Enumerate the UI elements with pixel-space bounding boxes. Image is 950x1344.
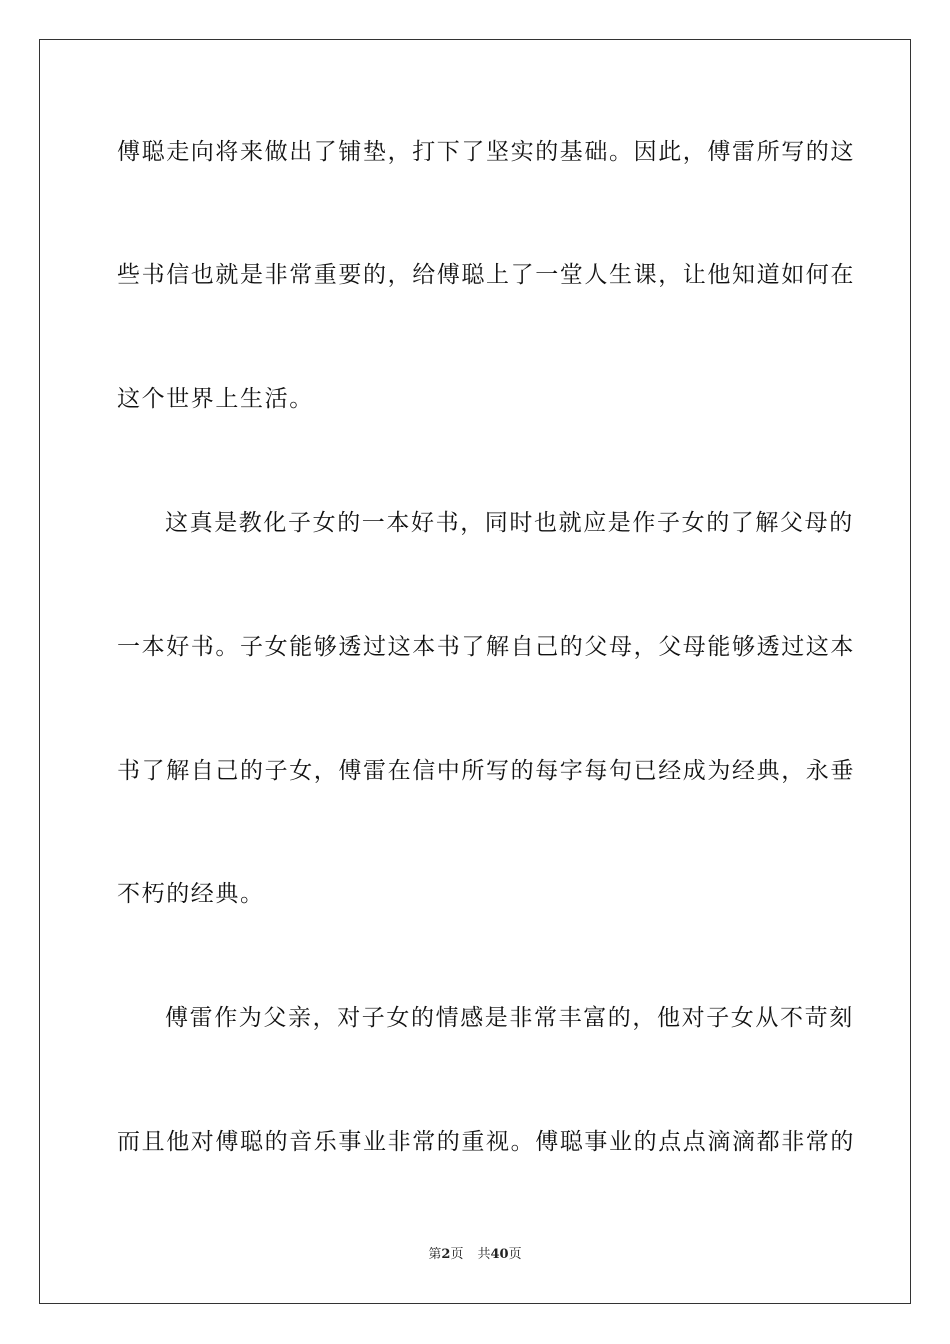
text-line-5: 一本好书。子女能够透过这本书了解自己的父母，父母能够透过这本: [117, 634, 855, 660]
text-line-6: 书了解自己的子女，傅雷在信中所写的每字每句已经成为经典，永垂: [117, 758, 855, 784]
page-border: [39, 39, 911, 1304]
total-pages: 40: [490, 1247, 509, 1262]
text-line-2: 些书信也就是非常重要的，给傅聪上了一堂人生课，让他知道如何在: [117, 262, 855, 288]
page-suffix: 页: [450, 1247, 464, 1262]
total-suffix: 页: [508, 1247, 522, 1262]
total-prefix: 共: [477, 1247, 491, 1262]
page-prefix: 第: [428, 1247, 442, 1262]
text-line-7: 不朽的经典。: [117, 881, 265, 907]
text-line-3: 这个世界上生活。: [117, 386, 314, 412]
text-line-4: 这真是教化子女的一本好书，同时也就应是作子女的了解父母的: [165, 510, 854, 536]
page-number: 2: [441, 1247, 451, 1262]
text-line-8: 傅雷作为父亲，对子女的情感是非常丰富的，他对子女从不苛刻: [165, 1005, 854, 1031]
text-line-9: 而且他对傅聪的音乐事业非常的重视。傅聪事业的点点滴滴都非常的: [117, 1129, 855, 1155]
page-footer: [0, 1246, 950, 1264]
text-line-1: 傅聪走向将来做出了铺垫，打下了坚实的基础。因此，傅雷所写的这: [117, 139, 855, 165]
